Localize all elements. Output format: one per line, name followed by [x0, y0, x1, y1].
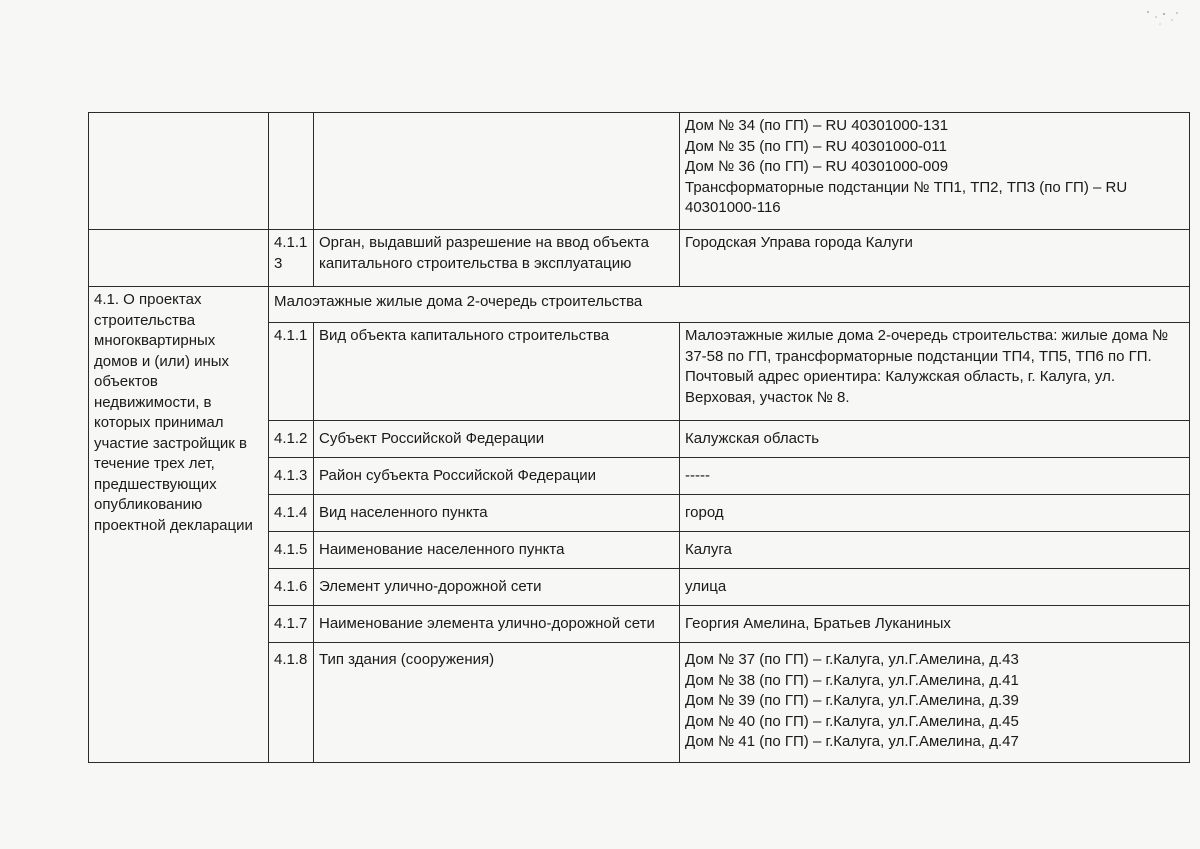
row-number: 4.1.13	[269, 230, 314, 287]
value-line: Дом № 34 (по ГП) – RU 40301000-131	[685, 117, 949, 134]
label-cell-empty	[314, 113, 680, 230]
row-value: Георгия Амелина, Братьев Луканиных	[680, 606, 1190, 643]
row-label: Наименование населенного пункта	[314, 532, 680, 569]
row-value: Калуга	[680, 532, 1190, 569]
row-number: 4.1.7	[269, 606, 314, 643]
section-heading: Малоэтажные жилые дома 2-очередь строительства	[269, 287, 1190, 323]
row-label: Элемент улично-дорожной сети	[314, 569, 680, 606]
row-label: Субъект Российской Федерации	[314, 421, 680, 458]
section-title: 4.1. О проектах строительства многоквартирных домов и (или) иных объектов недвижимости, в которых принимал участие застройщик в течение трех лет, предшествующих опубликованию проектной декларации	[89, 287, 269, 763]
table-row	[89, 113, 1190, 230]
value-line: Дом № 35 (по ГП) – RU 40301000-011	[685, 137, 947, 155]
row-value: Городская Управа города Калуги	[680, 230, 1190, 287]
row-label: Орган, выдавший разрешение на ввод объекта капитального строительства в эксплуатацию	[314, 230, 680, 287]
value-cell	[680, 113, 1190, 230]
row-number: 4.1.1	[269, 323, 314, 421]
row-label: Вид объекта капитального строительства	[314, 323, 680, 421]
value-line: Дом № 39 (по ГП) – г.Калуга, ул.Г.Амелина, д.39	[685, 692, 1019, 709]
row-label: Вид населенного пункта	[314, 495, 680, 532]
row-label: Район субъекта Российской Федерации	[314, 458, 680, 495]
section-cell-empty	[89, 113, 269, 230]
row-value: улица	[680, 569, 1190, 606]
row-value	[680, 643, 1190, 763]
value-line: Дом № 36 (по ГП) – RU 40301000-009	[685, 158, 949, 175]
row-value: Малоэтажные жилые дома 2-очередь строительства: жилые дома № 37-58 по ГП, трансформаторные подстанции ТП4, ТП5, ТП6 по ГП. Почтовый адрес ориентира: Калужская область, г. Калуга, ул. Верховая, участок № 8.	[680, 323, 1190, 421]
scan-speckle-icon	[1142, 8, 1182, 30]
row-number: 4.1.4	[269, 495, 314, 532]
value-line: Дом № 38 (по ГП) – г.Калуга, ул.Г.Амелина, д.41	[685, 671, 1019, 689]
section-cell-empty	[89, 230, 269, 287]
row-label: Наименование элемента улично-дорожной сети	[314, 606, 680, 643]
table-row	[89, 230, 1190, 287]
table-row	[89, 287, 1190, 323]
row-value: город	[680, 495, 1190, 532]
value-line: Дом № 40 (по ГП) – г.Калуга, ул.Г.Амелина, д.45	[685, 712, 1019, 730]
number-cell-empty	[269, 113, 314, 230]
row-number: 4.1.8	[269, 643, 314, 763]
value-line: Дом № 37 (по ГП) – г.Калуга, ул.Г.Амелина, д.43	[685, 651, 1019, 668]
project-declaration-table	[88, 112, 1190, 763]
row-value: -----	[680, 458, 1190, 495]
value-line: Дом № 41 (по ГП) – г.Калуга, ул.Г.Амелина, д.47	[685, 733, 1019, 750]
row-number: 4.1.2	[269, 421, 314, 458]
row-number: 4.1.3	[269, 458, 314, 495]
row-value: Калужская область	[680, 421, 1190, 458]
value-line: 40301000-116	[685, 199, 781, 216]
row-number: 4.1.5	[269, 532, 314, 569]
row-label: Тип здания (сооружения)	[314, 643, 680, 763]
value-line: Трансформаторные подстанции № ТП1, ТП2, ТП3 (по ГП) – RU	[685, 178, 1128, 196]
row-number: 4.1.6	[269, 569, 314, 606]
